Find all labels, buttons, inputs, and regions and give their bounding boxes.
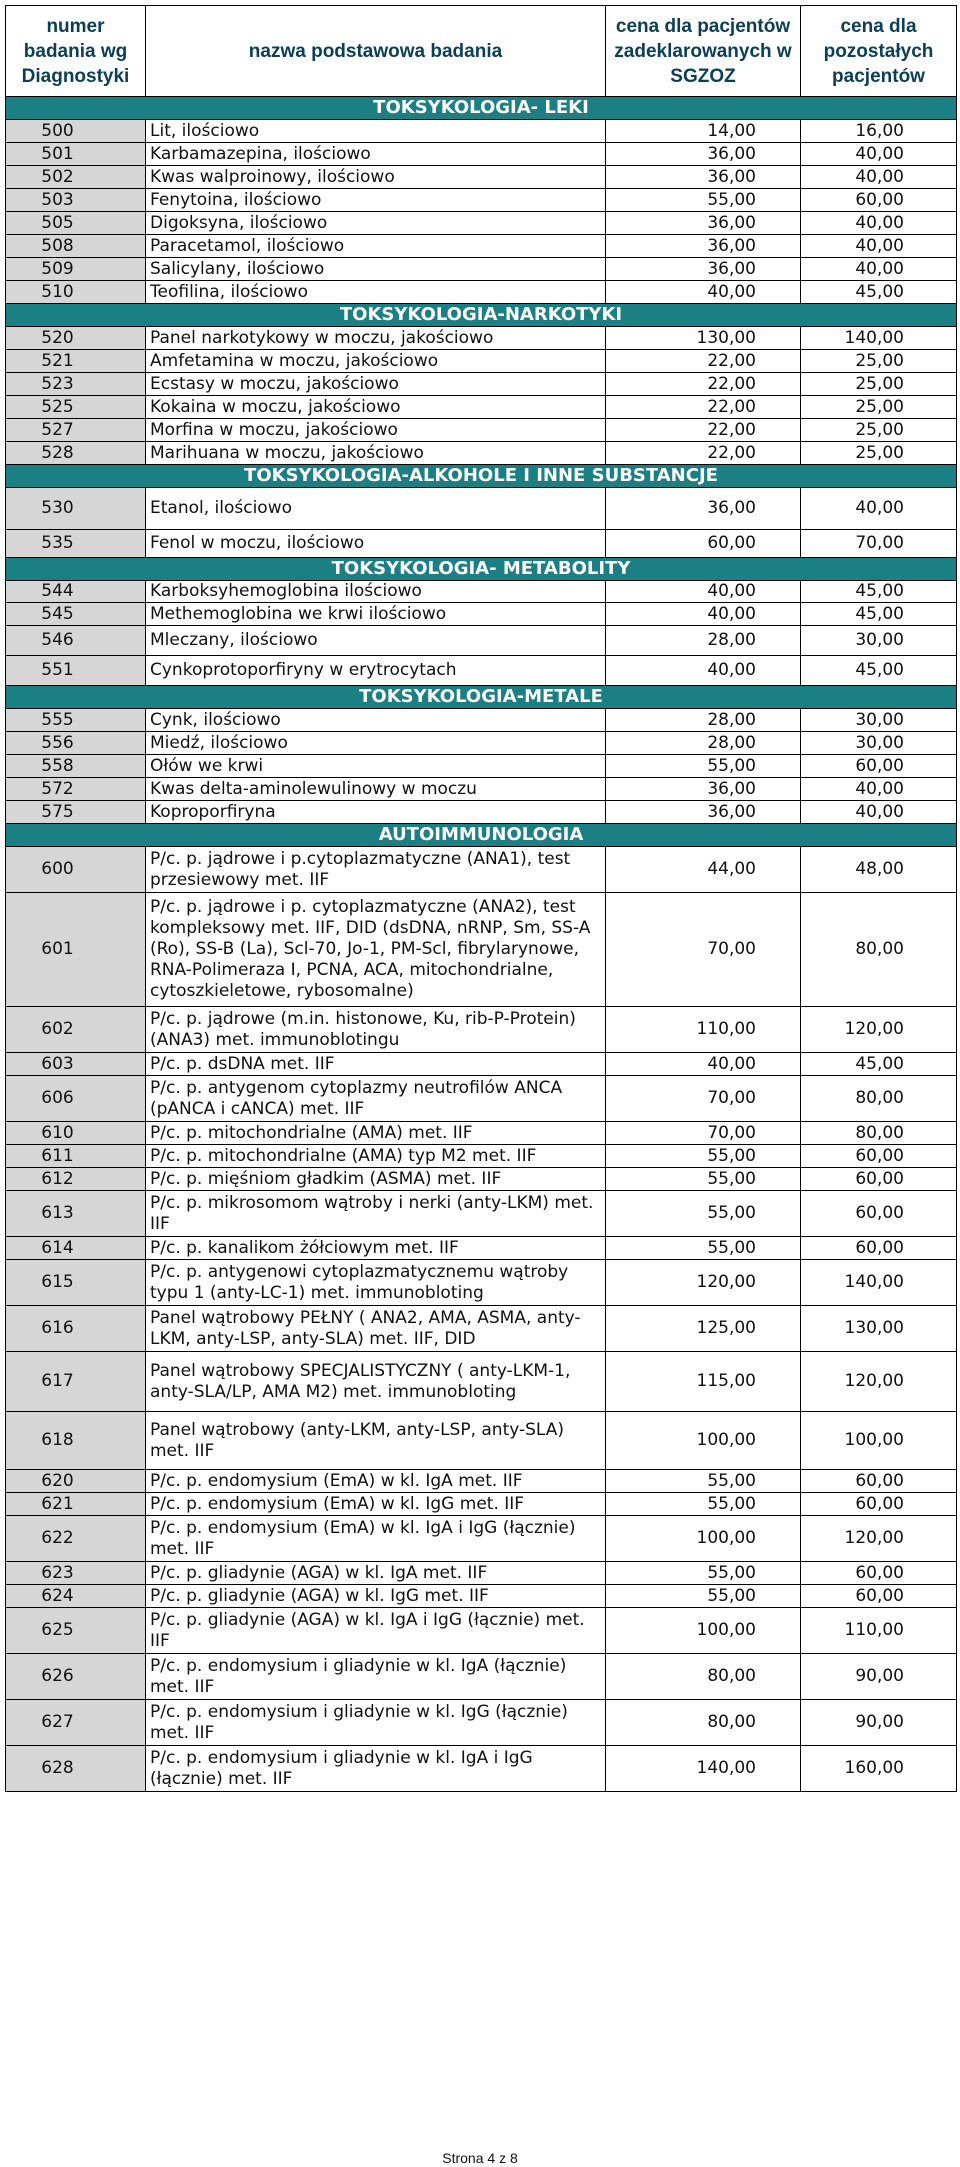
section-title: TOKSYKOLOGIA- LEKI xyxy=(6,97,957,120)
price-table xyxy=(5,5,957,1792)
test-name-cell: Marihuana w moczu, jakościowo xyxy=(146,442,606,465)
test-name-cell: P/c. p. gliadynie (AGA) w kl. IgA met. IIF xyxy=(146,1562,606,1585)
test-number-cell: 602 xyxy=(6,1007,146,1053)
price-declared-cell: 110,00 xyxy=(606,1007,801,1053)
price-other-cell: 25,00 xyxy=(801,442,957,465)
price-declared-cell: 60,00 xyxy=(606,530,801,558)
table-row xyxy=(6,801,957,824)
table-row xyxy=(6,778,957,801)
test-number-cell: 510 xyxy=(6,281,146,304)
test-number-cell: 601 xyxy=(6,893,146,1007)
test-name-cell: Teofilina, ilościowo xyxy=(146,281,606,304)
test-name-cell: Mleczany, ilościowo xyxy=(146,626,606,656)
price-declared-cell: 55,00 xyxy=(606,1493,801,1516)
price-other-cell: 60,00 xyxy=(801,1562,957,1585)
test-number-cell: 610 xyxy=(6,1122,146,1145)
price-other-cell: 120,00 xyxy=(801,1007,957,1053)
price-other-cell: 40,00 xyxy=(801,212,957,235)
table-row xyxy=(6,603,957,626)
table-row xyxy=(6,1352,957,1412)
test-number-cell: 572 xyxy=(6,778,146,801)
table-row xyxy=(6,166,957,189)
price-declared-cell: 70,00 xyxy=(606,1122,801,1145)
section-title: AUTOIMMUNOLOGIA xyxy=(6,824,957,847)
price-declared-cell: 22,00 xyxy=(606,442,801,465)
test-number-cell: 611 xyxy=(6,1145,146,1168)
table-row xyxy=(6,1168,957,1191)
table-row xyxy=(6,1654,957,1700)
test-name-cell: P/c. p. gliadynie (AGA) w kl. IgA i IgG (łącznie) met. IIF xyxy=(146,1608,606,1654)
table-row xyxy=(6,1122,957,1145)
price-declared-cell: 40,00 xyxy=(606,581,801,603)
price-declared-cell: 36,00 xyxy=(606,166,801,189)
test-number-cell: 626 xyxy=(6,1654,146,1700)
page-number: Strona 4 z 8 xyxy=(442,2150,518,2166)
test-name-cell: P/c. p. mitochondrialne (AMA) met. IIF xyxy=(146,1122,606,1145)
test-name-cell: P/c. p. jądrowe i p. cytoplazmatyczne (ANA2), test kompleksowy met. IIF, DID (dsDNA, nRNP, Sm, SS-A (Ro), SS-B (La), Scl-70, Jo-1, PM-Scl, fibrylarynowe, RNA-Polimeraza I, PCNA, ACA, mitochondrialne, cytoszkieletowe, rybosomalne) xyxy=(146,893,606,1007)
test-name-cell: Fenol w moczu, ilościowo xyxy=(146,530,606,558)
price-other-cell: 45,00 xyxy=(801,1053,957,1076)
test-number-cell: 617 xyxy=(6,1352,146,1412)
price-declared-cell: 44,00 xyxy=(606,847,801,893)
header-price-other: cena dla pozostałych pacjentów xyxy=(801,6,957,97)
price-other-cell: 80,00 xyxy=(801,1122,957,1145)
table-row xyxy=(6,1700,957,1746)
test-number-cell: 544 xyxy=(6,581,146,603)
test-number-cell: 620 xyxy=(6,1470,146,1493)
test-number-cell: 613 xyxy=(6,1191,146,1237)
table-row xyxy=(6,1306,957,1352)
price-declared-cell: 100,00 xyxy=(606,1608,801,1654)
price-declared-cell: 120,00 xyxy=(606,1260,801,1306)
price-other-cell: 140,00 xyxy=(801,327,957,350)
test-name-cell: P/c. p. kanalikom żółciowym met. IIF xyxy=(146,1237,606,1260)
test-number-cell: 545 xyxy=(6,603,146,626)
section-header-row xyxy=(6,304,957,327)
price-other-cell: 60,00 xyxy=(801,1237,957,1260)
test-number-cell: 600 xyxy=(6,847,146,893)
price-other-cell: 60,00 xyxy=(801,1585,957,1608)
price-other-cell: 40,00 xyxy=(801,801,957,824)
price-declared-cell: 55,00 xyxy=(606,1168,801,1191)
test-name-cell: P/c. p. mitochondrialne (AMA) typ M2 met. IIF xyxy=(146,1145,606,1168)
price-other-cell: 30,00 xyxy=(801,709,957,732)
test-name-cell: Kwas delta-aminolewulinowy w moczu xyxy=(146,778,606,801)
table-row xyxy=(6,530,957,558)
price-other-cell: 130,00 xyxy=(801,1306,957,1352)
table-row xyxy=(6,396,957,419)
price-declared-cell: 28,00 xyxy=(606,626,801,656)
price-other-cell: 100,00 xyxy=(801,1412,957,1470)
table-row xyxy=(6,656,957,686)
test-name-cell: P/c. p. mikrosomom wątroby i nerki (anty-LKM) met. IIF xyxy=(146,1191,606,1237)
price-other-cell: 120,00 xyxy=(801,1516,957,1562)
table-body xyxy=(6,97,957,1792)
test-number-cell: 503 xyxy=(6,189,146,212)
test-number-cell: 615 xyxy=(6,1260,146,1306)
price-other-cell: 90,00 xyxy=(801,1700,957,1746)
table-row xyxy=(6,1585,957,1608)
test-number-cell: 500 xyxy=(6,120,146,143)
test-number-cell: 555 xyxy=(6,709,146,732)
table-row xyxy=(6,1608,957,1654)
test-number-cell: 624 xyxy=(6,1585,146,1608)
test-name-cell: Methemoglobina we krwi ilościowo xyxy=(146,603,606,626)
test-number-cell: 520 xyxy=(6,327,146,350)
price-declared-cell: 100,00 xyxy=(606,1516,801,1562)
table-row xyxy=(6,1007,957,1053)
table-row xyxy=(6,120,957,143)
price-other-cell: 40,00 xyxy=(801,143,957,166)
test-name-cell: Etanol, ilościowo xyxy=(146,488,606,530)
section-header-row xyxy=(6,686,957,709)
test-name-cell: Ecstasy w moczu, jakościowo xyxy=(146,373,606,396)
test-name-cell: Koproporfiryna xyxy=(146,801,606,824)
test-name-cell: P/c. p. antygenowi cytoplazmatycznemu wątroby typu 1 (anty-LC-1) met. immunobloting xyxy=(146,1260,606,1306)
header-test-name: nazwa podstawowa badania xyxy=(146,6,606,97)
price-declared-cell: 55,00 xyxy=(606,1237,801,1260)
table-row xyxy=(6,212,957,235)
table-row xyxy=(6,258,957,281)
test-name-cell: P/c. p. jądrowe (m.in. histonowe, Ku, rib-P-Protein) (ANA3) met. immunoblotingu xyxy=(146,1007,606,1053)
table-row xyxy=(6,1493,957,1516)
price-declared-cell: 100,00 xyxy=(606,1412,801,1470)
test-name-cell: Karbamazepina, ilościowo xyxy=(146,143,606,166)
price-declared-cell: 36,00 xyxy=(606,778,801,801)
price-declared-cell: 36,00 xyxy=(606,143,801,166)
test-number-cell: 622 xyxy=(6,1516,146,1562)
test-number-cell: 525 xyxy=(6,396,146,419)
price-other-cell: 25,00 xyxy=(801,396,957,419)
price-declared-cell: 22,00 xyxy=(606,396,801,419)
price-declared-cell: 125,00 xyxy=(606,1306,801,1352)
price-other-cell: 40,00 xyxy=(801,166,957,189)
table-row xyxy=(6,350,957,373)
price-declared-cell: 80,00 xyxy=(606,1700,801,1746)
test-number-cell: 606 xyxy=(6,1076,146,1122)
price-other-cell: 30,00 xyxy=(801,732,957,755)
header-row xyxy=(6,6,957,97)
price-other-cell: 90,00 xyxy=(801,1654,957,1700)
test-name-cell: Karboksyhemoglobina ilościowo xyxy=(146,581,606,603)
table-row xyxy=(6,1562,957,1585)
price-other-cell: 45,00 xyxy=(801,603,957,626)
price-declared-cell: 55,00 xyxy=(606,1585,801,1608)
test-number-cell: 628 xyxy=(6,1746,146,1792)
test-name-cell: Miedź, ilościowo xyxy=(146,732,606,755)
table-row xyxy=(6,1470,957,1493)
test-name-cell: Morfina w moczu, jakościowo xyxy=(146,419,606,442)
price-other-cell: 60,00 xyxy=(801,1493,957,1516)
price-other-cell: 30,00 xyxy=(801,626,957,656)
price-declared-cell: 40,00 xyxy=(606,603,801,626)
test-number-cell: 546 xyxy=(6,626,146,656)
price-other-cell: 45,00 xyxy=(801,656,957,686)
table-row xyxy=(6,419,957,442)
price-declared-cell: 36,00 xyxy=(606,801,801,824)
test-name-cell: Fenytoina, ilościowo xyxy=(146,189,606,212)
test-name-cell: P/c. p. jądrowe i p.cytoplazmatyczne (ANA1), test przesiewowy met. IIF xyxy=(146,847,606,893)
test-name-cell: Cynk, ilościowo xyxy=(146,709,606,732)
price-declared-cell: 36,00 xyxy=(606,488,801,530)
test-name-cell: P/c. p. endomysium i gliadynie w kl. IgG (łącznie) met. IIF xyxy=(146,1700,606,1746)
test-name-cell: Kokaina w moczu, jakościowo xyxy=(146,396,606,419)
test-number-cell: 627 xyxy=(6,1700,146,1746)
test-number-cell: 535 xyxy=(6,530,146,558)
table-row xyxy=(6,488,957,530)
header-test-number: numer badania wg Diagnostyki xyxy=(6,6,146,97)
price-declared-cell: 80,00 xyxy=(606,1654,801,1700)
price-other-cell: 60,00 xyxy=(801,1168,957,1191)
test-number-cell: 614 xyxy=(6,1237,146,1260)
test-number-cell: 625 xyxy=(6,1608,146,1654)
table-row xyxy=(6,442,957,465)
price-declared-cell: 36,00 xyxy=(606,258,801,281)
table-row xyxy=(6,626,957,656)
table-row xyxy=(6,1191,957,1237)
price-other-cell: 120,00 xyxy=(801,1352,957,1412)
price-other-cell: 40,00 xyxy=(801,488,957,530)
table-row xyxy=(6,1412,957,1470)
price-declared-cell: 28,00 xyxy=(606,709,801,732)
price-other-cell: 48,00 xyxy=(801,847,957,893)
table-row xyxy=(6,327,957,350)
price-table-container xyxy=(5,5,956,1792)
price-other-cell: 45,00 xyxy=(801,581,957,603)
test-name-cell: Cynkoprotoporfiryny w erytrocytach xyxy=(146,656,606,686)
price-declared-cell: 55,00 xyxy=(606,755,801,778)
section-title: TOKSYKOLOGIA- METABOLITY xyxy=(6,558,957,581)
table-row xyxy=(6,281,957,304)
test-name-cell: P/c. p. dsDNA met. IIF xyxy=(146,1053,606,1076)
price-other-cell: 110,00 xyxy=(801,1608,957,1654)
price-other-cell: 60,00 xyxy=(801,189,957,212)
price-other-cell: 25,00 xyxy=(801,419,957,442)
test-number-cell: 556 xyxy=(6,732,146,755)
price-other-cell: 80,00 xyxy=(801,893,957,1007)
test-number-cell: 558 xyxy=(6,755,146,778)
price-other-cell: 40,00 xyxy=(801,258,957,281)
test-number-cell: 527 xyxy=(6,419,146,442)
test-number-cell: 528 xyxy=(6,442,146,465)
price-declared-cell: 70,00 xyxy=(606,1076,801,1122)
price-other-cell: 45,00 xyxy=(801,281,957,304)
table-row xyxy=(6,1145,957,1168)
test-name-cell: Amfetamina w moczu, jakościowo xyxy=(146,350,606,373)
test-name-cell: Salicylany, ilościowo xyxy=(146,258,606,281)
test-name-cell: P/c. p. mięśniom gładkim (ASMA) met. IIF xyxy=(146,1168,606,1191)
price-declared-cell: 55,00 xyxy=(606,1562,801,1585)
section-header-row xyxy=(6,465,957,488)
price-other-cell: 60,00 xyxy=(801,1470,957,1493)
test-number-cell: 502 xyxy=(6,166,146,189)
test-number-cell: 551 xyxy=(6,656,146,686)
test-number-cell: 530 xyxy=(6,488,146,530)
test-name-cell: Panel wątrobowy (anty-LKM, anty-LSP, anty-SLA) met. IIF xyxy=(146,1412,606,1470)
table-row xyxy=(6,1076,957,1122)
test-name-cell: Panel wątrobowy SPECJALISTYCZNY ( anty-LKM-1, anty-SLA/LP, AMA M2) met. immunobloting xyxy=(146,1352,606,1412)
price-declared-cell: 70,00 xyxy=(606,893,801,1007)
price-declared-cell: 28,00 xyxy=(606,732,801,755)
price-declared-cell: 140,00 xyxy=(606,1746,801,1792)
table-row xyxy=(6,847,957,893)
table-row xyxy=(6,1516,957,1562)
test-number-cell: 505 xyxy=(6,212,146,235)
table-row xyxy=(6,1746,957,1792)
table-row xyxy=(6,143,957,166)
table-row xyxy=(6,1260,957,1306)
test-number-cell: 618 xyxy=(6,1412,146,1470)
price-declared-cell: 36,00 xyxy=(606,212,801,235)
test-name-cell: P/c. p. endomysium (EmA) w kl. IgA i IgG (łącznie) met. IIF xyxy=(146,1516,606,1562)
price-other-cell: 25,00 xyxy=(801,350,957,373)
test-name-cell: Ołów we krwi xyxy=(146,755,606,778)
test-name-cell: Digoksyna, ilościowo xyxy=(146,212,606,235)
table-row xyxy=(6,581,957,603)
test-number-cell: 523 xyxy=(6,373,146,396)
price-declared-cell: 14,00 xyxy=(606,120,801,143)
test-name-cell: P/c. p. antygenom cytoplazmy neutrofilów ANCA (pANCA i cANCA) met. IIF xyxy=(146,1076,606,1122)
price-other-cell: 70,00 xyxy=(801,530,957,558)
price-other-cell: 40,00 xyxy=(801,235,957,258)
price-declared-cell: 40,00 xyxy=(606,1053,801,1076)
test-name-cell: P/c. p. endomysium (EmA) w kl. IgG met. IIF xyxy=(146,1493,606,1516)
table-row xyxy=(6,373,957,396)
section-header-row xyxy=(6,97,957,120)
test-number-cell: 501 xyxy=(6,143,146,166)
table-row xyxy=(6,732,957,755)
test-number-cell: 508 xyxy=(6,235,146,258)
price-declared-cell: 130,00 xyxy=(606,327,801,350)
test-name-cell: Lit, ilościowo xyxy=(146,120,606,143)
test-number-cell: 621 xyxy=(6,1493,146,1516)
price-other-cell: 60,00 xyxy=(801,1145,957,1168)
price-other-cell: 60,00 xyxy=(801,755,957,778)
price-other-cell: 140,00 xyxy=(801,1260,957,1306)
table-row xyxy=(6,755,957,778)
price-declared-cell: 22,00 xyxy=(606,350,801,373)
price-declared-cell: 36,00 xyxy=(606,235,801,258)
test-name-cell: P/c. p. endomysium (EmA) w kl. IgA met. IIF xyxy=(146,1470,606,1493)
price-other-cell: 40,00 xyxy=(801,778,957,801)
price-declared-cell: 55,00 xyxy=(606,189,801,212)
test-name-cell: P/c. p. gliadynie (AGA) w kl. IgG met. IIF xyxy=(146,1585,606,1608)
price-declared-cell: 55,00 xyxy=(606,1191,801,1237)
price-declared-cell: 55,00 xyxy=(606,1145,801,1168)
price-declared-cell: 55,00 xyxy=(606,1470,801,1493)
table-row xyxy=(6,189,957,212)
price-declared-cell: 40,00 xyxy=(606,281,801,304)
price-other-cell: 16,00 xyxy=(801,120,957,143)
test-number-cell: 616 xyxy=(6,1306,146,1352)
price-declared-cell: 115,00 xyxy=(606,1352,801,1412)
price-other-cell: 25,00 xyxy=(801,373,957,396)
test-name-cell: Kwas walproinowy, ilościowo xyxy=(146,166,606,189)
test-name-cell: Panel wątrobowy PEŁNY ( ANA2, AMA, ASMA, anty-LKM, anty-LSP, anty-SLA) met. IIF, DID xyxy=(146,1306,606,1352)
test-number-cell: 623 xyxy=(6,1562,146,1585)
test-name-cell: P/c. p. endomysium i gliadynie w kl. IgA (łącznie) met. IIF xyxy=(146,1654,606,1700)
table-row xyxy=(6,1237,957,1260)
test-name-cell: Panel narkotykowy w moczu, jakościowo xyxy=(146,327,606,350)
price-other-cell: 80,00 xyxy=(801,1076,957,1122)
section-title: TOKSYKOLOGIA-METALE xyxy=(6,686,957,709)
table-row xyxy=(6,709,957,732)
test-number-cell: 575 xyxy=(6,801,146,824)
test-name-cell: Paracetamol, ilościowo xyxy=(146,235,606,258)
test-name-cell: P/c. p. endomysium i gliadynie w kl. IgA i IgG (łącznie) met. IIF xyxy=(146,1746,606,1792)
table-row xyxy=(6,1053,957,1076)
header-price-declared: cena dla pacjentów zadeklarowanych w SGZOZ xyxy=(606,6,801,97)
price-declared-cell: 40,00 xyxy=(606,656,801,686)
test-number-cell: 603 xyxy=(6,1053,146,1076)
price-other-cell: 160,00 xyxy=(801,1746,957,1792)
price-declared-cell: 22,00 xyxy=(606,419,801,442)
test-number-cell: 509 xyxy=(6,258,146,281)
section-header-row xyxy=(6,824,957,847)
section-title: TOKSYKOLOGIA-NARKOTYKI xyxy=(6,304,957,327)
price-declared-cell: 22,00 xyxy=(606,373,801,396)
table-row xyxy=(6,235,957,258)
test-number-cell: 612 xyxy=(6,1168,146,1191)
section-title: TOKSYKOLOGIA-ALKOHOLE I INNE SUBSTANCJE xyxy=(6,465,957,488)
section-header-row xyxy=(6,558,957,581)
test-number-cell: 521 xyxy=(6,350,146,373)
price-other-cell: 60,00 xyxy=(801,1191,957,1237)
table-row xyxy=(6,893,957,1007)
